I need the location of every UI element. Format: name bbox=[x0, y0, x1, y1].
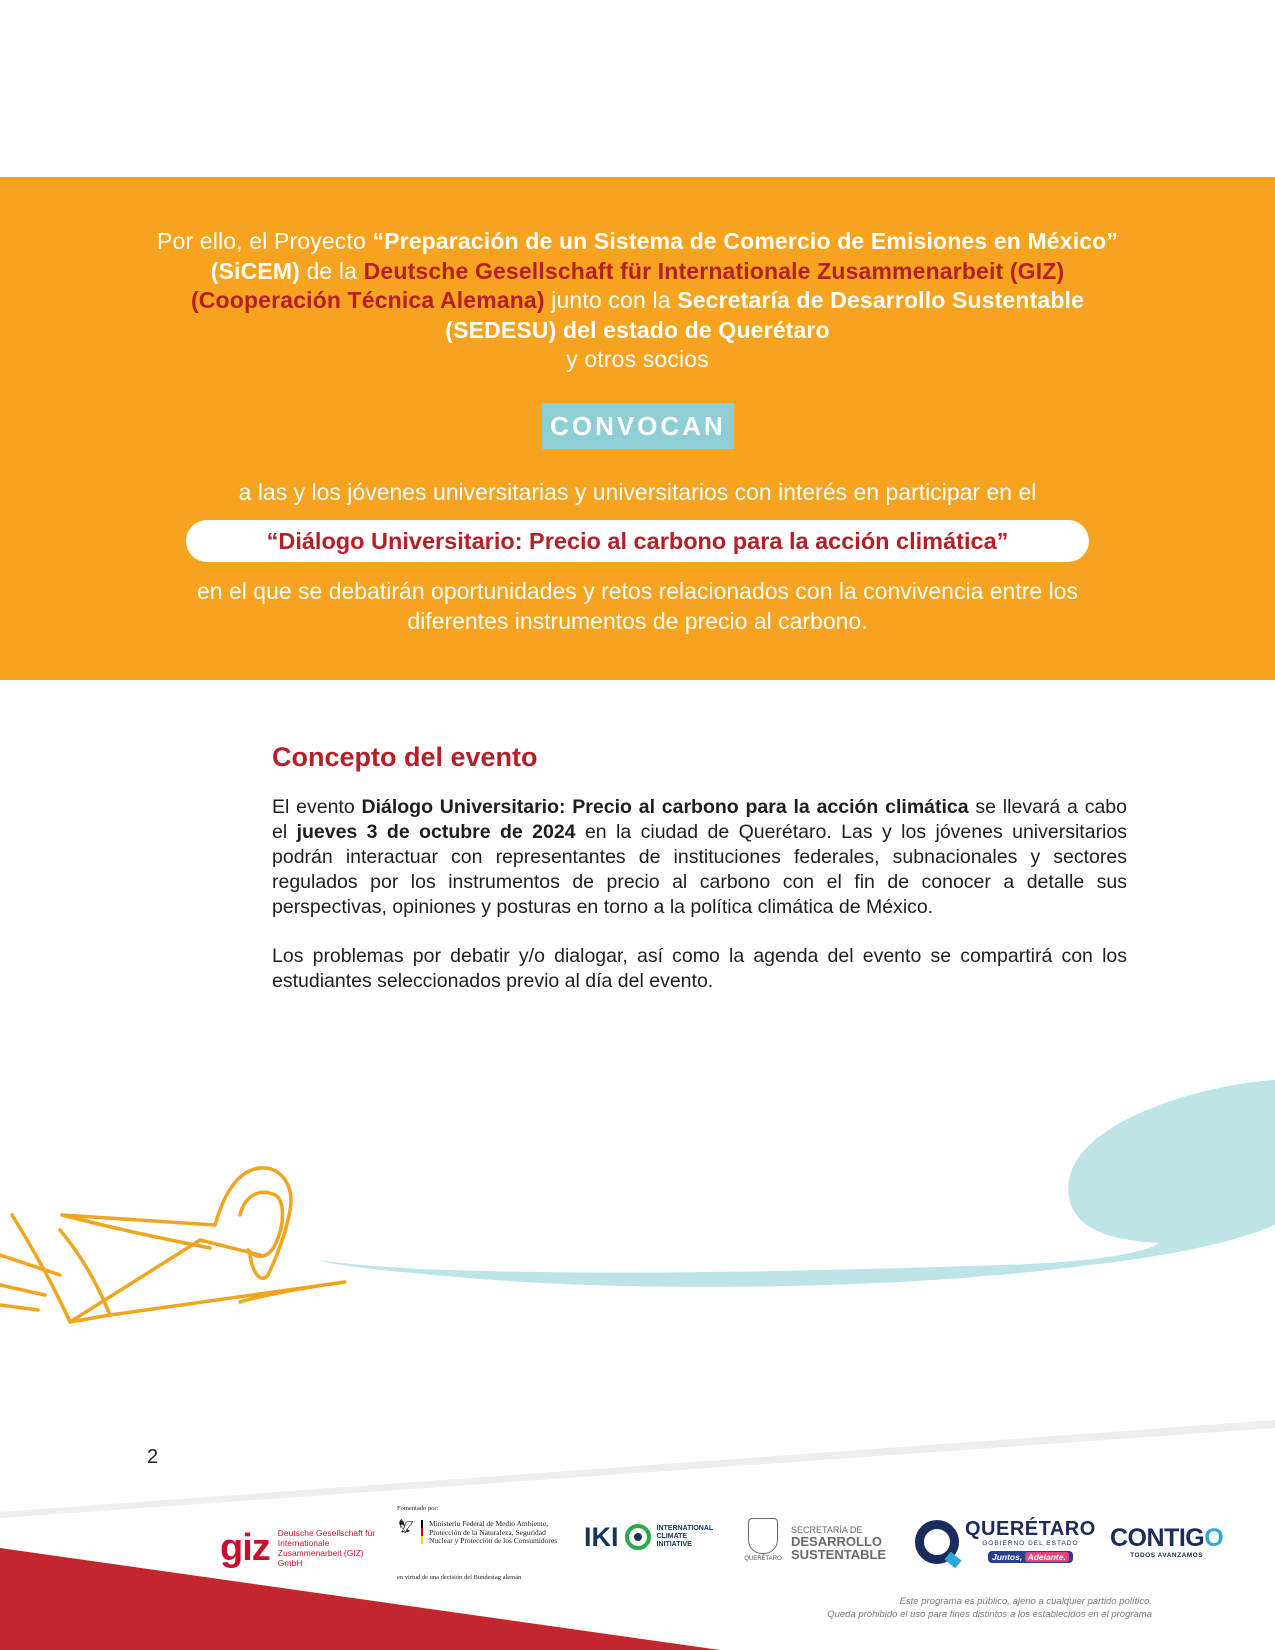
call-banner bbox=[0, 177, 1275, 680]
hand-outline bbox=[0, 1168, 345, 1322]
bmuv-decision-note: en virtud de una decisión del Bundestag alemán bbox=[397, 1573, 522, 1581]
hand-speech-illustration bbox=[0, 1060, 1275, 1400]
bmuv-logo bbox=[397, 1505, 567, 1582]
intro-connector: de la bbox=[299, 257, 364, 284]
queretaro-wordmark bbox=[965, 1518, 1096, 1565]
bmuv-ministry-name: Ministerio Federal de Medio Ambiente, Protección de la Naturaleza, Seguridad Nuclear y Protección de los Consumidores bbox=[429, 1519, 558, 1545]
queretaro-government-logo bbox=[915, 1518, 1096, 1565]
sedesu-line-1: SECRETARÍA DE bbox=[791, 1525, 863, 1535]
sedesu-name: Secretaría de Desarrollo Sustentable (SEDESU) del estado de Querétaro bbox=[445, 287, 1085, 343]
bmuv-emblem-row bbox=[397, 1520, 567, 1546]
page-number: 2 bbox=[147, 1446, 159, 1468]
p1-text: en la ciudad de Querétaro. Las y los jóvenes universitarios podrán interactuar con representantes de instituciones federales, subnacionales y sectores regulados por los instrumentos de precio al carbono con el fin de conocer a detalle sus perspectivas, opiniones y posturas en torno a la política climática de México. bbox=[272, 821, 1127, 918]
iki-full-name: INTERNATIONAL CLIMATE INITIATIVE bbox=[656, 1525, 714, 1548]
p1-text: El evento bbox=[272, 796, 362, 818]
seal-caption: QUERÉTARO bbox=[744, 1556, 782, 1562]
intro-connector: junto con la bbox=[544, 287, 678, 313]
giz-logo bbox=[220, 1528, 388, 1568]
queretaro-name: QUERÉTARO bbox=[965, 1518, 1096, 1540]
contigo-letters: CONTIG bbox=[1110, 1524, 1205, 1552]
sedesu-line-2: DESARROLLO bbox=[791, 1534, 882, 1549]
queretaro-subtitle: GOBIERNO DEL ESTADO bbox=[982, 1540, 1079, 1547]
federal-eagle-icon: 🦅︎ bbox=[397, 1520, 415, 1535]
disclaimer-line-2: Queda prohibido el uso para fines distintos a los establecidos en el programa bbox=[827, 1608, 1152, 1620]
sedesu-logo bbox=[743, 1518, 886, 1568]
sedesu-wordmark bbox=[791, 1525, 886, 1561]
giz-full-name: Deutsche Gesellschaft für Internationale Zusammenarbeit (GIZ) GmbH bbox=[277, 1528, 376, 1568]
event-title-pill: “Diálogo Universitario: Precio al carbono para la acción climática” bbox=[186, 520, 1089, 562]
disclaimer bbox=[700, 1596, 1152, 1621]
contigo-logo bbox=[1110, 1524, 1223, 1559]
contigo-wordmark bbox=[1110, 1524, 1223, 1552]
invite-text: a las y los jóvenes universitarias y universitarios con interés en participar en el bbox=[238, 479, 1037, 505]
slogan-part-2: Adelante. bbox=[1025, 1552, 1069, 1562]
giz-name: Deutsche Gesellschaft für Internationale Zusammenarbeit (GIZ) (Cooperación Técnica Alemana) bbox=[190, 257, 1065, 313]
queretaro-seal-icon bbox=[743, 1518, 783, 1568]
section-title: Concepto del evento bbox=[272, 742, 538, 772]
intro-text bbox=[150, 227, 1125, 375]
iki-wordmark: IKI bbox=[584, 1522, 619, 1552]
sedesu-line-3: SUSTENTABLE bbox=[791, 1547, 887, 1562]
intro-connector: y otros socios bbox=[566, 346, 709, 372]
german-flag-icon bbox=[421, 1520, 423, 1544]
iki-logo bbox=[584, 1522, 717, 1552]
giz-wordmark: giz bbox=[220, 1527, 270, 1569]
bmuv-funded-by: Fomentado por: bbox=[397, 1505, 439, 1512]
slogan-part-1: Juntos, bbox=[991, 1552, 1023, 1562]
concept-paragraph-1 bbox=[272, 795, 1127, 920]
partner-logos bbox=[0, 1500, 1275, 1580]
seal-shield bbox=[748, 1518, 778, 1554]
project-name: “Preparación de un Sistema de Comercio de Emisiones en México” (SiCEM) bbox=[210, 228, 1119, 284]
contigo-subtitle: TODOS AVANZAMOS bbox=[1130, 1552, 1204, 1559]
p1-event-date: jueves 3 de octubre de 2024 bbox=[296, 821, 576, 843]
contigo-o: O bbox=[1204, 1524, 1224, 1552]
queretaro-slogan bbox=[988, 1551, 1073, 1563]
p1-text: se llevará a cabo el bbox=[272, 796, 1127, 843]
convocan-badge: CONVOCAN bbox=[542, 403, 734, 449]
queretaro-q-icon bbox=[915, 1520, 959, 1564]
debate-text: en el que se debatirán oportunidades y retos relacionados con la convivencia entre los diferentes instrumentos de precio al carbono. bbox=[197, 578, 1078, 634]
intro-prefix: Por ello, el Proyecto bbox=[156, 228, 373, 254]
p1-event-name: Diálogo Universitario: Precio al carbono para la acción climática bbox=[361, 796, 969, 818]
disclaimer-line-1: Este programa es público, ajeno a cualquier partido político. bbox=[899, 1596, 1152, 1607]
concept-paragraph-2: Los problemas por debatir y/o dialogar, así como la agenda del evento se compartirá con los estudiantes seleccionados previo al día del evento. bbox=[272, 945, 1127, 992]
iki-ring-icon bbox=[625, 1524, 651, 1550]
speech-bubble-shape bbox=[318, 1080, 1275, 1287]
